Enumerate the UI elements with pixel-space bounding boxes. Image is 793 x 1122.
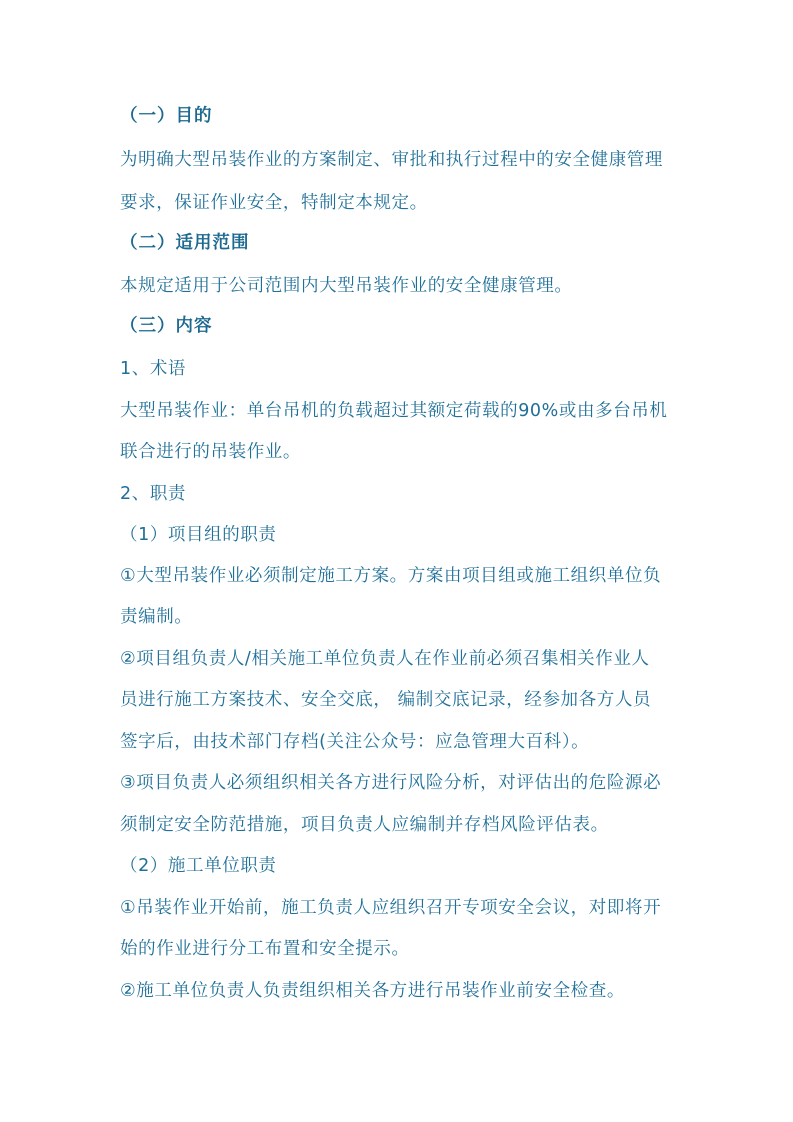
paragraph-line: ③项目负责人必须组织相关各方进行风险分析，对评估出的危险源必	[120, 773, 662, 793]
subheading-terms: 1、术语	[120, 359, 187, 379]
paragraph-line: ①吊装作业开始前，施工负责人应组织召开专项安全会议，对即将开	[120, 898, 662, 918]
paragraph-line: 始的作业进行分工布置和安全提示。	[120, 939, 410, 959]
section-heading-purpose: （一）目的	[120, 106, 213, 126]
subheading-duties: 2、职责	[120, 484, 187, 504]
paragraph-line: ②施工单位负责人负责组织相关各方进行吊装作业前安全检查。	[120, 981, 625, 1001]
paragraph-line: ①大型吊装作业必须制定施工方案。方案由项目组或施工组织单位负	[120, 566, 662, 586]
subheading-contractor-duties: （2）施工单位职责	[120, 856, 277, 876]
paragraph-line: 为明确大型吊装作业的方案制定、审批和执行过程中的安全健康管理	[120, 150, 663, 170]
paragraph-line: 签字后，由技术部门存档(关注公众号：应急管理大百科）。	[120, 732, 590, 752]
paragraph-line: ②项目组负责人/相关施工单位负责人在作业前必须召集相关作业人	[120, 649, 650, 669]
paragraph-line: 本规定适用于公司范围内大型吊装作业的安全健康管理。	[120, 276, 573, 296]
paragraph-line: 大型吊装作业：单台吊机的负载超过其额定荷载的90%或由多台吊机	[120, 401, 668, 421]
section-heading-content: （三）内容	[120, 316, 213, 336]
paragraph-line: 员进行施工方案技术、安全交底， 编制交底记录，经参加各方人员	[120, 690, 652, 710]
paragraph-line: 责编制。	[120, 607, 193, 627]
section-heading-scope: （二）适用范围	[120, 233, 250, 253]
paragraph-line: 须制定安全防范措施，项目负责人应编制并存档风险评估表。	[120, 815, 609, 835]
paragraph-line: 联合进行的吊装作业。	[120, 442, 301, 462]
paragraph-line: 要求，保证作业安全，特制定本规定。	[120, 193, 428, 213]
subheading-project-team-duties: （1）项目组的职责	[120, 525, 277, 545]
